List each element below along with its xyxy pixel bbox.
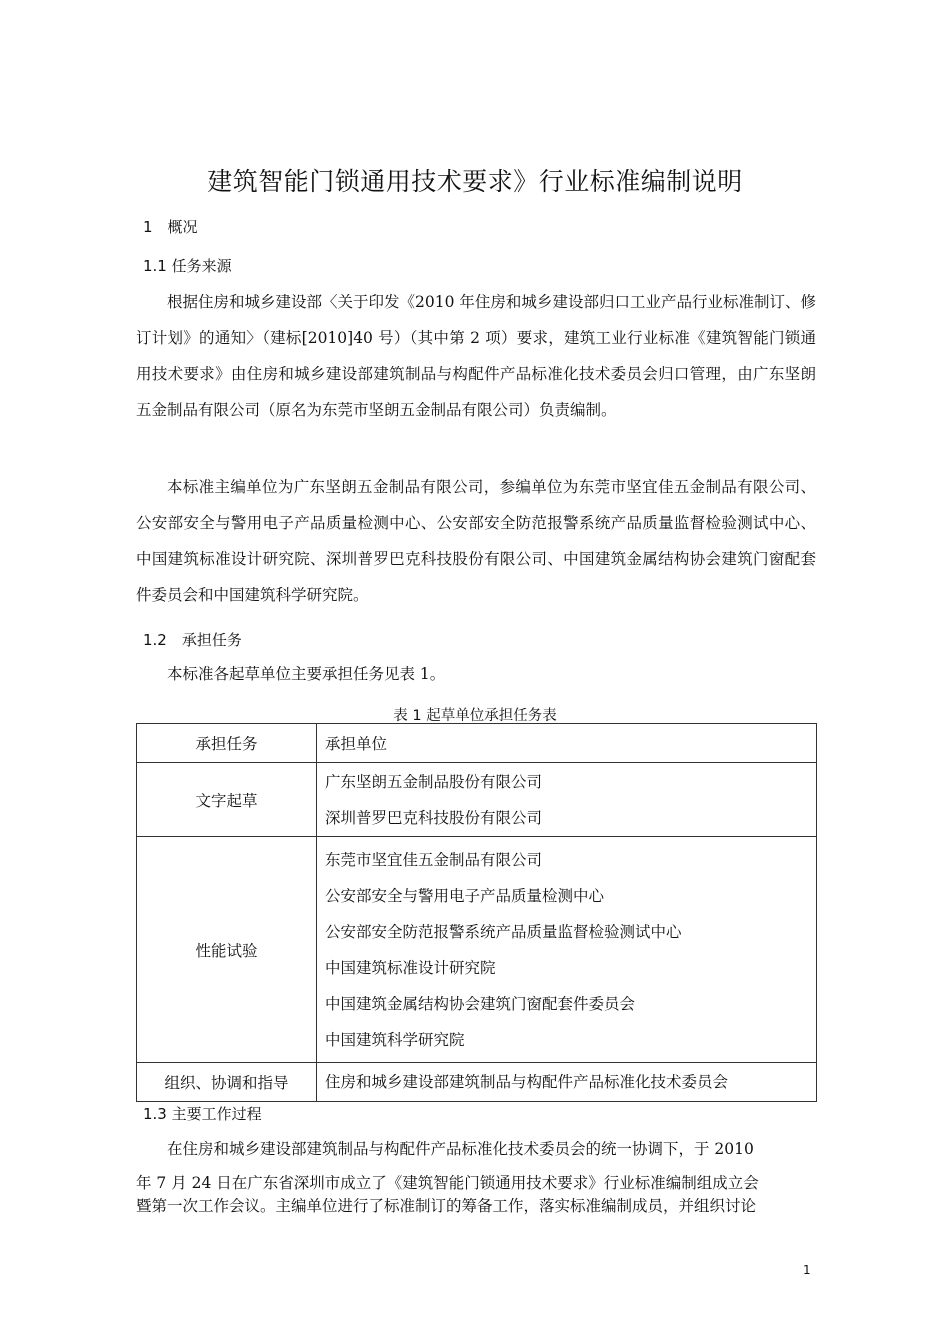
table-caption: 表 1 起草单位承担任务表 (393, 708, 557, 724)
task-cell: 性能试验 (137, 837, 317, 1063)
unit-cell (317, 763, 817, 837)
paragraph-table-intro: 本标准各起草单位主要承担任务见表 1。 (167, 665, 446, 683)
unit-item: 中国建筑标准设计研究院 (325, 958, 496, 977)
unit-item: 深圳普罗巴克科技股份有限公司 (325, 808, 543, 827)
unit-item: 东莞市坚宜佳五金制品有限公司 (325, 850, 543, 869)
unit-item: 公安部安全与警用电子产品质量检测中心 (325, 886, 605, 905)
table-row (137, 763, 817, 837)
section-1-2-heading: 1.2 承担任务 (143, 631, 242, 649)
section-1-1-heading: 1.1 任务来源 (143, 257, 232, 275)
section-1-heading: 1 概况 (143, 218, 198, 236)
task-cell: 组织、协调和指导 (137, 1063, 317, 1102)
unit-item: 中国建筑科学研究院 (325, 1030, 465, 1049)
table-row (137, 837, 817, 1063)
table-row (137, 1063, 817, 1102)
unit-item: 中国建筑金属结构协会建筑门窗配套件委员会 (325, 994, 636, 1013)
task-cell: 文字起草 (137, 763, 317, 837)
section-1-3-heading: 1.3 主要工作过程 (143, 1105, 262, 1123)
paragraph-drafting-units: 本标准主编单位为广东坚朗五金制品有限公司，参编单位为东莞市坚宜佳五金制品有限公司、公安部安全与警用电子产品质量检测中心、公安部安全防范报警系统产品质量监督检验测试中心、中国建筑标准设计研究院、深圳普罗巴克科技股份有限公司、中国建筑金属结构协会建筑门窗配套件委员会和中国建筑科学研究院。 (136, 478, 816, 604)
paragraph-work-process-line-2: 年 7 月 24 日在广东省深圳市成立了《建筑智能门锁通用技术要求》行业标准编制组成立会 (136, 1174, 759, 1192)
paragraph-work-process: 在住房和城乡建设部建筑制品与构配件产品标准化技术委员会的统一协调下，于 2010 (167, 1140, 754, 1158)
unit-item: 住房和城乡建设部建筑制品与构配件产品标准化技术委员会 (325, 1073, 729, 1091)
header-task: 承担任务 (137, 724, 317, 763)
header-unit: 承担单位 (317, 724, 817, 763)
document-title: 建筑智能门锁通用技术要求》行业标准编制说明 (207, 167, 743, 196)
task-table (136, 723, 817, 1102)
paragraph-task-source: 根据住房和城乡建设部〈关于印发《2010 年住房和城乡建设部归口工业产品行业标准制订、修订计划》的通知〉（建标[2010]40 号）（其中第 2 项）要求，建筑工业行业标准《建筑智能门锁通用技术要求》由住房和城乡建设部建筑制品与构配件产品标准化技术委员会归口管理，由广东坚朗五金制品有限公司（原名为东莞市坚朗五金制品有限公司）负责编制。 (136, 293, 816, 419)
paragraph-work-process-line-3: 暨第一次工作会议。主编单位进行了标准制订的筹备工作，落实标准编制成员，并组织讨论 (136, 1197, 757, 1215)
page-number: 1 (803, 1263, 811, 1277)
unit-cell (317, 1063, 817, 1102)
unit-item: 公安部安全防范报警系统产品质量监督检验测试中心 (325, 922, 682, 941)
unit-item: 广东坚朗五金制品股份有限公司 (325, 772, 543, 791)
unit-cell (317, 837, 817, 1063)
table-header-row (137, 724, 817, 763)
